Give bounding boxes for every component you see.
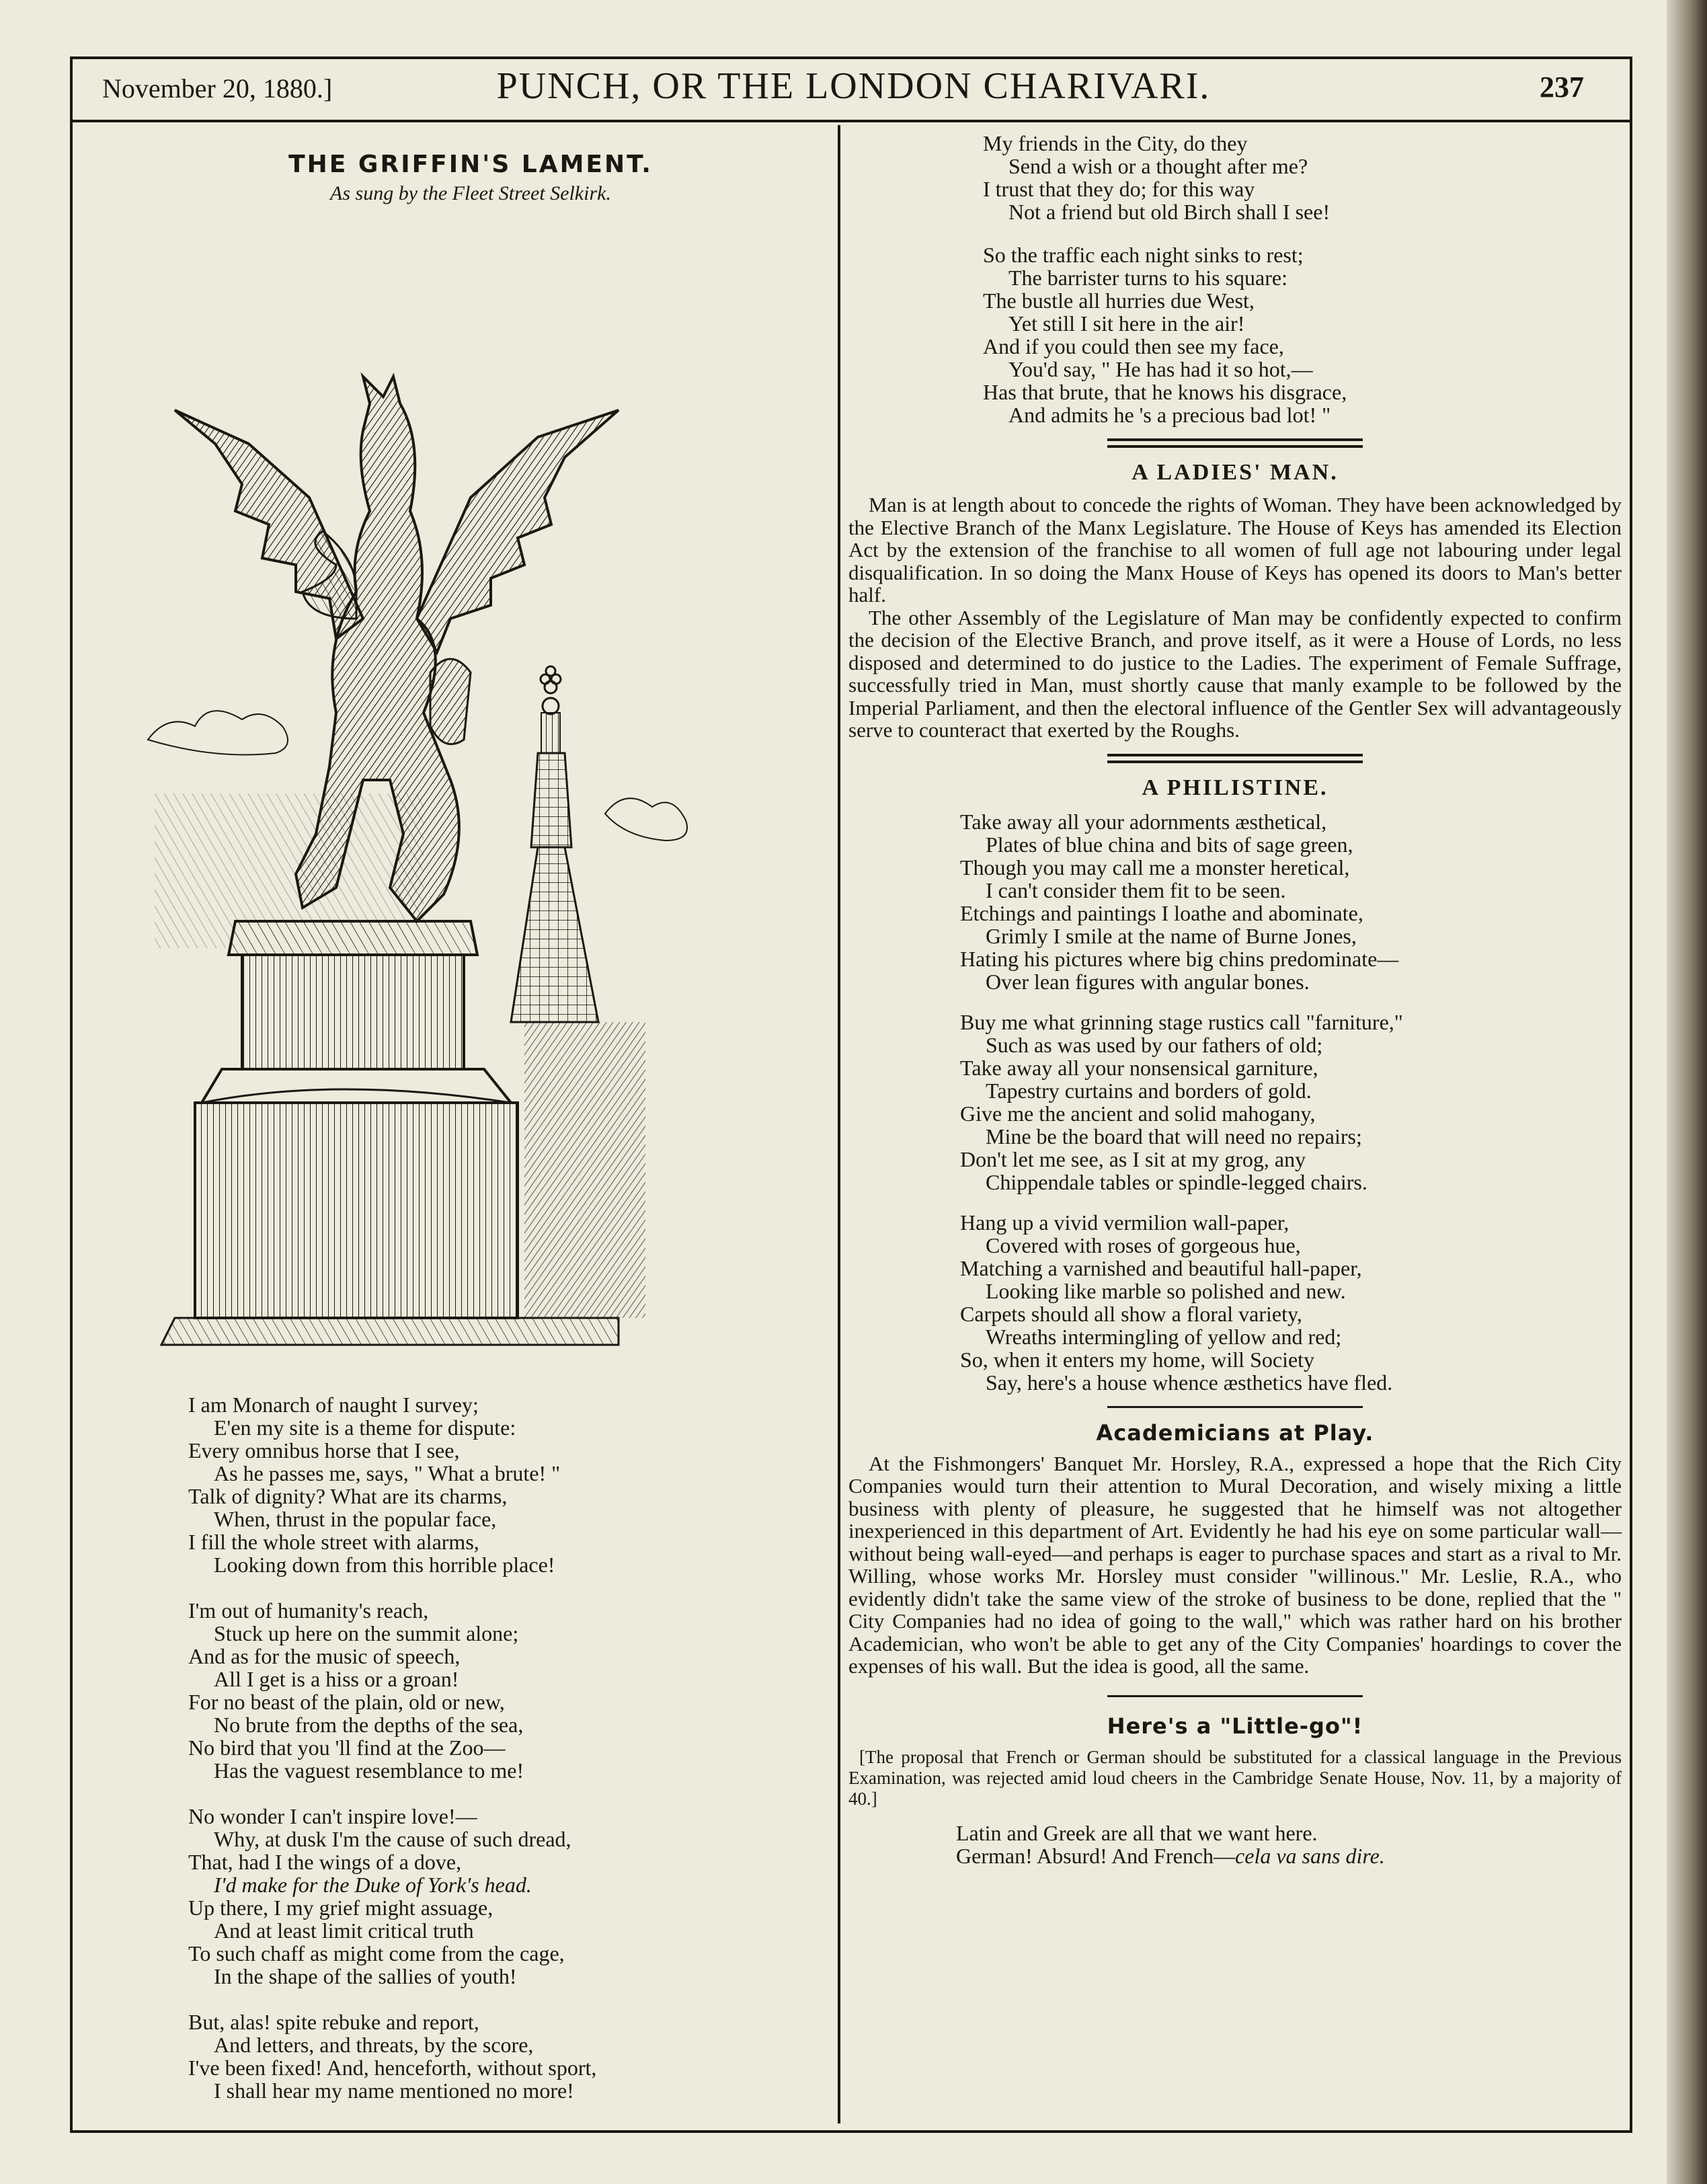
poem-line: German! Absurd! And French— [956,1843,1236,1868]
right-column [848,132,1622,1867]
left-column [134,148,807,205]
poem-line: So the traffic each night sinks to rest; [983,243,1304,267]
griffin-stanza-5 [983,132,1622,223]
griffin-stanza-6 [983,243,1622,426]
masthead-title: PUNCH, OR THE LONDON CHARIVARI. [496,65,1211,107]
poem-line: No wonder I can't inspire love!— [188,1804,477,1828]
poem-line: Why, at dusk I'm the cause of such dread, [214,1827,571,1851]
poem-line: And admits he 's a precious bad lot! " [1008,403,1331,427]
griffin-stanza-3 [188,1805,793,1988]
philistine-stanza-2 [960,1011,1622,1194]
poem-line: E'en my site is a theme for dispute: [214,1415,516,1440]
poem-line: And at least limit critical truth [214,1918,474,1943]
poem-line: I've been fixed! And, henceforth, without sport, [188,2056,597,2080]
poem-line: Has that brute, that he knows his disgrace, [983,380,1347,404]
poem-line: Tapestry curtains and borders of gold. [986,1078,1312,1103]
poem-line: Latin and Greek are all that we want here. [956,1820,1318,1845]
poem-line: No brute from the depths of the sea, [214,1713,524,1737]
philistine-stanza-3 [960,1211,1622,1394]
poem-line: Etchings and paintings I loathe and abominate, [960,900,1363,925]
poem-line: Looking like marble so polished and new. [986,1278,1346,1303]
poem-line: In the shape of the sallies of youth! [214,1964,517,1988]
section-rule [1107,1406,1363,1408]
poem-line: But, alas! spite rebuke and report, [188,2010,479,2034]
poem-line: Plates of blue china and bits of sage green, [986,832,1353,857]
poem-line: Send a wish or a thought after me? [1008,154,1308,178]
ladies-paragraph-1: Man is at length about to concede the rights of Woman. They have been acknowledged by the Elective Branch of the Manx Legislature. The House of Keys has amended its Election Act by the extension of the franchise to all women of full age not labouring under legal disqualification. In so doing the Manx House of Keys has opened its doors to Man's better half. [848,493,1622,607]
griffin-poem-left [188,1393,793,2125]
griffin-subtitle: As sung by the Fleet Street Selkirk. [330,182,611,204]
poem-line: All I get is a hiss or a groan! [214,1667,459,1691]
poem-line: Take away all your adornments æsthetical, [960,809,1327,834]
poem-line: Has the vaguest resemblance to me! [214,1758,524,1783]
poem-line: That, had I the wings of a dove, [188,1850,462,1874]
poem-line: Mine be the board that will need no repairs; [986,1124,1362,1148]
poem-line: Stuck up here on the summit alone; [214,1621,519,1645]
section-rule [1107,438,1363,448]
poem-line: I can't consider them fit to be seen. [986,878,1286,902]
griffin-illustration [134,242,766,1372]
griffin-stanza-4 [188,2011,793,2102]
cloud-right [605,798,687,841]
poem-line: Hang up a vivid vermilion wall-paper, [960,1210,1289,1235]
academicians-title: Academicians at Play. [1096,1419,1374,1446]
poem-line: When, thrust in the popular face, [214,1507,497,1531]
church-spire [511,666,598,1022]
poem-line: Not a friend but old Birch shall I see! [1008,200,1331,224]
poem-line: The bustle all hurries due West, [983,288,1255,313]
poem-line: As he passes me, says, " What a brute! " [214,1461,561,1485]
binding-edge [1667,0,1707,2184]
section-rule [1107,754,1363,763]
poem-line: I am Monarch of naught I survey; [188,1393,479,1417]
griffin-poem-continued [848,132,1622,426]
poem-line: Covered with roses of gorgeous hue, [986,1233,1301,1257]
header-rule [70,120,1632,122]
poem-line: Say, here's a house whence æsthetics have fled. [986,1370,1393,1395]
poem-line: I'm out of humanity's reach, [188,1598,429,1623]
philistine-poem [848,810,1622,1394]
section-rule [1107,1695,1363,1697]
right-wing [417,410,619,652]
poem-line: Yet still I sit here in the air! [1008,311,1245,336]
poem-line: For no beast of the plain, old or new, [188,1690,505,1714]
poem-line: I'd make for the Duke of York's head. [214,1873,532,1897]
philistine-title: A PHILISTINE. [1142,775,1328,800]
poem-line: Up there, I my grief might assuage, [188,1896,493,1920]
poem-line: You'd say, " He has had it so hot,— [1008,357,1313,381]
poem-line: My friends in the City, do they [983,131,1248,155]
poem-line: Wreaths intermingling of yellow and red; [986,1324,1342,1349]
page-number: 237 [1540,71,1584,104]
littlego-note-text: [The proposal that French or German should be substituted for a classical language in the Previous Examination, was rejected amid loud cheers in the Cambridge Senate House, Nov. 11, by a majority of 40.] [848,1746,1622,1809]
poem-line: And as for the music of speech, [188,1644,461,1668]
poem-line: So, when it enters my home, will Society [960,1347,1315,1372]
griffin-title: THE GRIFFIN'S LAMENT. [288,151,653,178]
poem-line: Every omnibus horse that I see, [188,1438,460,1462]
poem-line: Don't let me see, as I sit at my grog, any [960,1146,1306,1171]
poem-line: To such chaff as might come from the cage, [188,1941,565,1965]
poem-line: Matching a varnished and beautiful hall-paper, [960,1255,1362,1280]
shield [430,659,471,744]
poem-line: I fill the whole street with alarms, [188,1530,479,1554]
academicians-article [848,1452,1622,1678]
littlego-note [848,1747,1622,1809]
poem-line: I shall hear my name mentioned no more! [214,2078,574,2103]
ladies-article [848,494,1622,742]
poem-line: Carpets should all show a floral variety, [960,1301,1302,1326]
poem-line: Take away all your nonsensical garniture, [960,1055,1318,1080]
poem-line: Though you may call me a monster heretical, [960,855,1350,880]
philistine-stanza-1 [960,810,1622,993]
griffin-stanza-2 [188,1599,793,1782]
griffin-stanza-1 [188,1393,793,1576]
poem-line: Chippendale tables or spindle-legged chairs. [986,1169,1367,1194]
poem-line: Looking down from this horrible place! [214,1553,555,1577]
background-buildings [524,1022,645,1318]
poem-line: And letters, and threats, by the score, [214,2033,534,2057]
column-divider [838,125,840,2123]
poem-line: Over lean figures with angular bones. [986,969,1310,994]
poem-line: I trust that they do; for this way [983,177,1255,201]
poem-line: And if you could then see my face, [983,334,1284,358]
poem-line: No bird that you 'll find at the Zoo— [188,1736,506,1760]
ladies-paragraph-2: The other Assembly of the Legislature of Man may be confidently expected to confirm the decision of the Elective Branch, and prove itself, as it were a House of Lords, no less disposed and determined to do justice to the Ladies. The experiment of Female Suffrage, successfully tried in Man, must shortly cause that manly example to be followed by the Imperial Parliament, and then the electoral influence of the Gentler Sex will advantageously serve to counteract that exerted by the Roughs. [848,605,1622,742]
ladies-title: A LADIES' MAN. [1132,460,1339,485]
poem-line: Talk of dignity? What are its charms, [188,1484,508,1508]
poem-line: Such as was used by our fathers of old; [986,1032,1323,1057]
poem-line: Hating his pictures where big chins predominate— [960,946,1399,971]
poem-line: Give me the ancient and solid mahogany, [960,1101,1316,1126]
poem-line: Grimly I smile at the name of Burne Jones, [986,923,1357,948]
issue-date: November 20, 1880.] [102,73,333,104]
littlego-verse [848,1822,1622,1867]
academicians-paragraph: At the Fishmongers' Banquet Mr. Horsley, R.A., expressed a hope that the Rich City Companies would turn their attention to Mural Decoration, and wisely mixing a little business with plenty of pleasure, he suggested that he himself was not altogether inexperienced in this department of Art. Evidently he had his eye on some particular wall—without being wall-eyed—and perhaps is eager to purchase spaces and start as a rival to Mr. Willing, whose works Mr. Horsley must consider "willinous." Mr. Leslie, R.A., who evidently didn't take the same view of the stroke of business to be done, replied that the " City Companies had no idea of going to the wall," which was rather hard on his brother Academician, who won't be able to get any of the City Companies' hoardings to cover the expenses of his wall. But the idea is good, all the same. [848,1451,1622,1678]
poem-line-italic: cela va sans dire. [1235,1843,1385,1868]
poem-line: Buy me what grinning stage rustics call "farniture," [960,1009,1403,1034]
littlego-title: Here's a "Little-go"! [1107,1713,1363,1739]
poem-line: The barrister turns to his square: [1008,266,1287,290]
cloud-left [148,711,288,754]
